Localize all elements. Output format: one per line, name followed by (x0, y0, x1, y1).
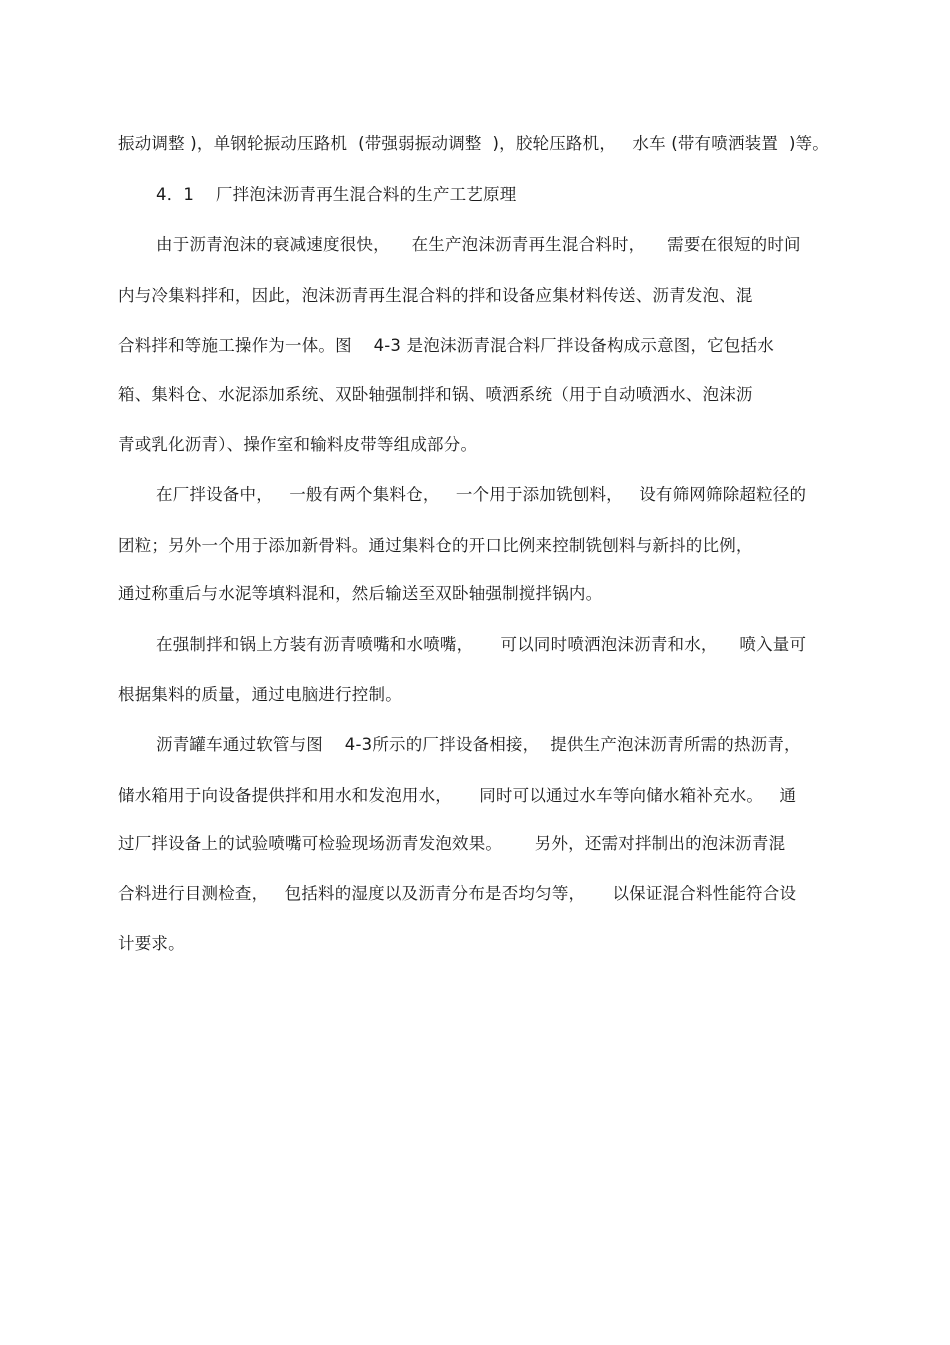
paragraph-line: 振动调整 )，单钢轮振动压路机 (带强弱振动调整 )，胶轮压路机， 水车 (带有喷洒装置 )等。 (118, 134, 829, 153)
paragraph-line: 通过称重后与水泥等填料混和，然后输送至双卧轴强制搅拌锅内。 (118, 584, 603, 603)
paragraph-line: 过厂拌设备上的试验喷嘴可检验现场沥青发泡效果。 另外，还需对拌制出的泡沫沥青混 (118, 834, 786, 853)
paragraph-line: 团粒；另外一个用于添加新骨料。通过集料仓的开口比例来控制铣刨料与新抖的比例， (118, 536, 753, 555)
paragraph-line: 储水箱用于向设备提供拌和用水和发泡用水， 同时可以通过水车等向储水箱补充水。 通 (118, 786, 797, 805)
paragraph-line: 在强制拌和锅上方装有沥青喷嘴和水喷嘴， 可以同时喷洒泡沫沥青和水， 喷入量可 (156, 635, 807, 654)
paragraph-line: 沥青罐车通过软管与图 4-3所示的厂拌设备相接， 提供生产泡沫沥青所需的热沥青， (156, 735, 801, 754)
paragraph-line: 在厂拌设备中， 一般有两个集料仓， 一个用于添加铣刨料， 设有筛网筛除超粒径的 (156, 485, 807, 504)
paragraph-line: 计要求。 (118, 934, 185, 953)
paragraph-line: 合料拌和等施工操作为一体。图 4-3 是泡沫沥青混合料厂拌设备构成示意图，它包括水 (118, 336, 774, 355)
paragraph-line: 青或乳化沥青）、操作室和输料皮带等组成部分。 (118, 435, 478, 454)
paragraph-line: 箱、集料仓、水泥添加系统、双卧轴强制拌和锅、喷洒系统（用于自动喷洒水、泡沫沥 (118, 385, 753, 404)
paragraph-line: 由于沥青泡沫的衰减速度很快， 在生产泡沫沥青再生混合料时， 需要在很短的时间 (156, 235, 801, 254)
section-heading: 4．1 厂拌泡沫沥青再生混合料的生产工艺原理 (156, 185, 517, 204)
paragraph-line: 内与冷集料拌和，因此，泡沫沥青再生混合料的拌和设备应集材料传送、沥青发泡、混 (118, 286, 753, 305)
paragraph-line: 根据集料的质量，通过电脑进行控制。 (118, 685, 402, 704)
paragraph-line: 合料进行目测检查， 包括料的湿度以及沥青分布是否均匀等， 以保证混合料性能符合设 (118, 884, 797, 903)
